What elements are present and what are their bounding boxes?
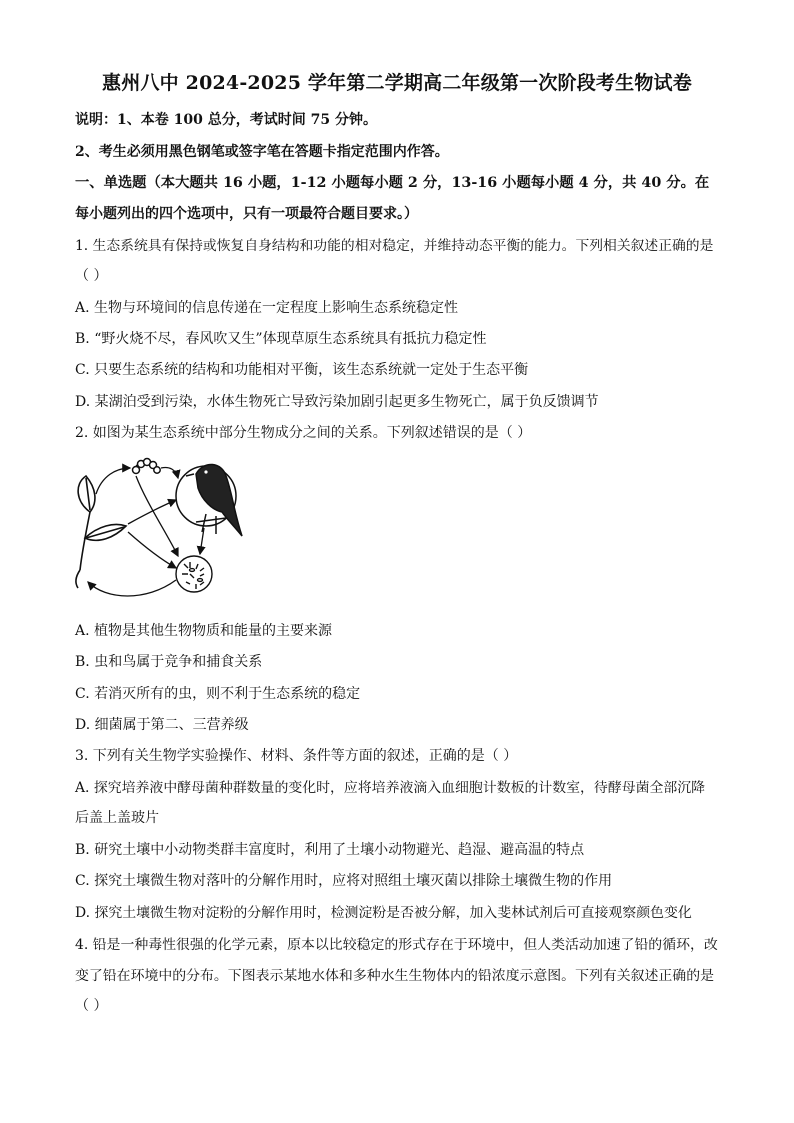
question-2-option-a: A. 植物是其他生物物质和能量的主要来源 — [75, 623, 333, 639]
question-3-option-d: D. 探究土壤微生物对淀粉的分解作用时，检测淀粉是否被分解，加入斐林试剂后可直接观察颜色变化 — [75, 905, 692, 921]
page-title: 惠州八中 2024-2025 学年第二学期高二年级第一次阶段考生物试卷 — [102, 72, 692, 94]
question-4-stem-3: （ ） — [75, 998, 108, 1014]
question-2-stem: 2. 如图为某生态系统中部分生物成分之间的关系。下列叙述错误的是（ ） — [75, 425, 532, 441]
ecosystem-diagram — [66, 452, 246, 612]
question-3-stem: 3. 下列有关生物学实验操作、材料、条件等方面的叙述，正确的是（ ） — [75, 748, 518, 764]
note-line-2: 2、考生必须用黑色钢笔或签字笔在答题卡指定范围内作答。 — [75, 144, 449, 160]
question-1-option-b: B. “野火烧不尽，春风吹又生”体现草原生态系统具有抵抗力稳定性 — [75, 331, 487, 347]
section-header-line-2: 每小题列出的四个选项中，只有一项最符合题目要求。） — [75, 206, 418, 222]
question-1-stem-blank: （ ） — [75, 268, 108, 284]
question-2-option-c: C. 若消灭所有的虫，则不利于生态系统的稳定 — [75, 686, 361, 702]
question-3-option-c: C. 探究土壤微生物对落叶的分解作用时，应将对照组土壤灭菌以排除土壤微生物的作用 — [75, 873, 613, 889]
question-1-option-a: A. 生物与环境间的信息传递在一定程度上影响生态系统稳定性 — [75, 300, 459, 316]
bacteria-icon — [176, 556, 212, 592]
question-2-option-d: D. 细菌属于第二、三营养级 — [75, 717, 249, 733]
caterpillar-icon — [133, 459, 161, 474]
question-4-stem-2: 变了铅在环境中的分布。下图表示某地水体和多种水生生物体内的铅浓度示意图。下列有关叙述正确的是 — [75, 968, 714, 984]
plant-icon — [76, 476, 126, 588]
question-3-option-b: B. 研究土壤中小动物类群丰富度时，利用了土壤小动物避光、趋湿、避高温的特点 — [75, 842, 585, 858]
question-3-option-a: A. 探究培养液中酵母菌种群数量的变化时，应将培养液滴入血细胞计数板的计数室，待酵母菌全部沉降 — [75, 780, 706, 796]
note-line-1: 说明：1、本卷 100 总分，考试时间 75 分钟。 — [75, 112, 377, 128]
question-1-option-d: D. 某湖泊受到污染，水体生物死亡导致污染加剧引起更多生物死亡，属于负反馈调节 — [75, 394, 599, 410]
question-1-option-c: C. 只要生态系统的结构和功能相对平衡，该生态系统就一定处于生态平衡 — [75, 362, 529, 378]
question-4-stem-1: 4. 铅是一种毒性很强的化学元素，原本以比较稳定的形式存在于环境中，但人类活动加速了铅的循环，改 — [75, 937, 718, 953]
question-1-stem: 1. 生态系统具有保持或恢复自身结构和功能的相对稳定，并维持动态平衡的能力。下列相关叙述正确的是 — [75, 238, 714, 254]
bird-icon — [176, 464, 242, 536]
section-header-line-1: 一、单选题（本大题共 16 小题，1-12 小题每小题 2 分，13-16 小题每小题 4 分，共 40 分。在 — [75, 175, 710, 191]
question-2-option-b: B. 虫和鸟属于竞争和捕食关系 — [75, 654, 263, 670]
question-3-option-a-cont: 后盖上盖玻片 — [75, 810, 159, 826]
